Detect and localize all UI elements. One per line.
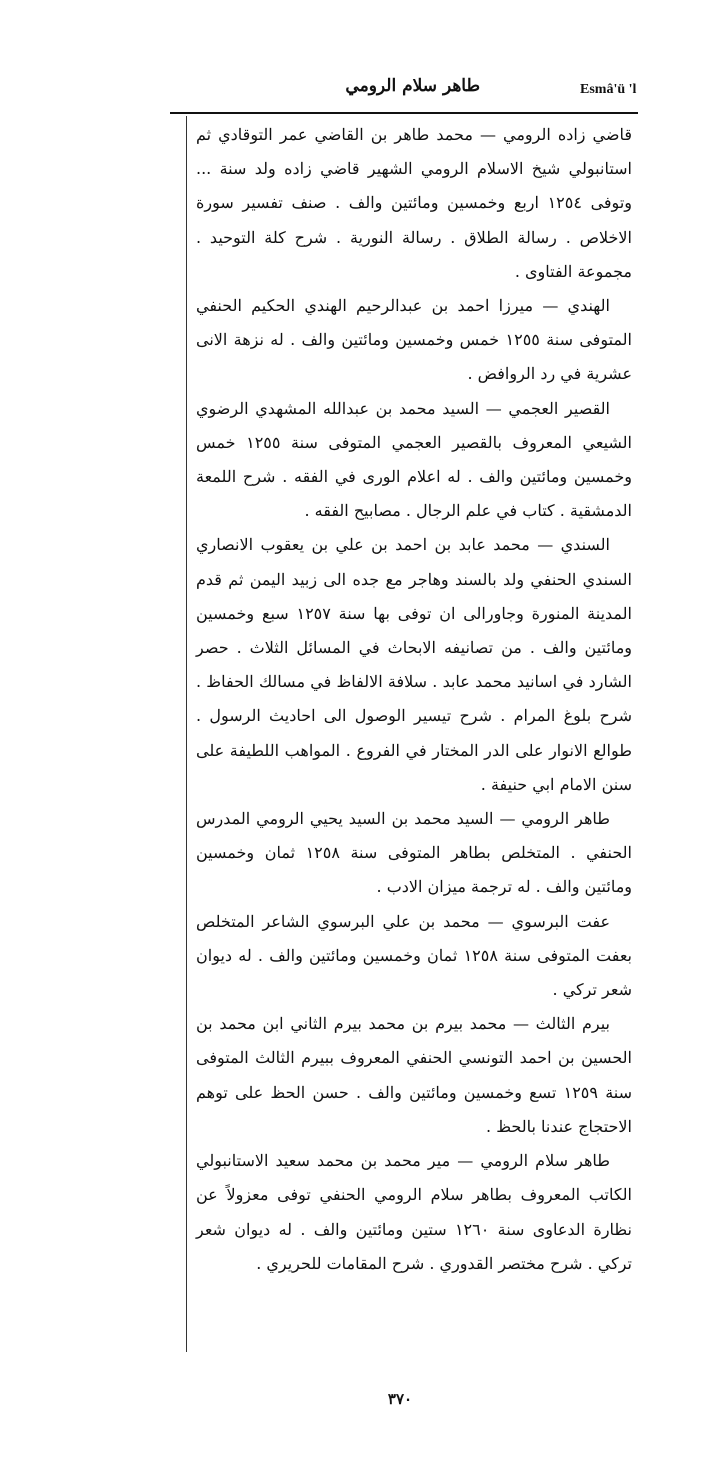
entry-bayram-al-thalith: بيرم الثالث — محمد بيرم بن محمد بيرم الثاني ابن محمد بن الحسين بن احمد التونسي الحنفي المعروف ببيرم الثالث المتوفى سنة ١٢٥٩ تسع وخمسين ومائتين والف . حسن الحظ على توهم الاحتجاج عندنا بالحظ . — [196, 1014, 633, 1136]
entry-al-qasir-al-ajami: القصير العجمي — السيد محمد بن عبدالله المشهدي الرضوي الشيعي المعروف بالقصير العجمي المتوفى سنة ١٢٥٥ خمس وخمسين ومائتين والف . له اعلام الورى في الفقه . شرح اللمعة الدمشقية . كتاب في علم الرجال . مصابيح الفقه . — [196, 398, 633, 521]
header-rule — [170, 112, 638, 114]
text-column — [196, 118, 632, 1281]
entry-tahir-al-rumi: طاهر الرومي — السيد محمد بن السيد يحيي الرومي المدرس الحنفي . المتخلص بطاهر المتوفى سنة ١٢٥٨ ثمان وخمسين ومائتين والف . له ترجمة ميزان الادب . — [196, 809, 632, 897]
running-title: طاهر سلام الرومي — [345, 76, 480, 96]
entry-al-hindi: الهندي — ميرزا احمد بن عبدالرحيم الهندي الحكيم الحنفي المتوفى سنة ١٢٥٥ خمس وخمسين ومائتين والف . له نزهة الانى عشرية في رد الروافض . — [196, 296, 632, 384]
entry-tahir-salam-al-rumi: طاهر سلام الرومي — مير محمد بن محمد سعيد الاستانبولي الكاتب المعروف بطاهر سلام الرومي الحنفي توفى معزولاً عن نظارة الدعاوى سنة ١٢٦٠ ستين ومائتين والف . له ديوان شعر تركي . شرح مختصر القدوري . شرح المقامات للحريري . — [196, 1151, 632, 1273]
entry-iffet-al-bursawi: عفت البرسوي — محمد بن علي البرسوي الشاعر المتخلص بعفت المتوفى سنة ١٢٥٨ ثمان وخمسين ومائتين والف . له ديوان شعر تركي . — [196, 911, 632, 1000]
entry-al-sindi: السندي — محمد عابد بن احمد بن علي بن يعقوب الانصاري السندي الحنفي ولد بالسند وهاجر مع جده الى زبيد اليمن ثم قدم المدينة المنورة وجاورالى ان توفى بها سنة ١٢٥٧ سبع وخمسين ومائتين والف . من تصانيفه الابحاث في المسائل الثلاث . حصر الشارد في اسانيد محمد عابد . سلافة الالفاظ في مسالك الحفاظ . شرح بلوغ المرام . شرح تيسير الوصول الى احاديث الرسول . طوالع الانوار على الدر المختار في الفروع . المواهب اللطيفة على سنن الامام ابي حنيفة . — [196, 535, 633, 794]
running-header — [160, 72, 637, 104]
page-number: ٣٧٠ — [387, 1390, 413, 1408]
margin-line — [186, 116, 187, 1352]
section-label: Esmâ'ü 'l — [580, 82, 637, 97]
entry-qadi-zade: قاضي زاده الرومي — محمد طاهر بن القاضي عمر التوقادي ثم استانبولي شيخ الاسلام الرومي الشهير قاضي زاده ولد سنة ... وتوفى ١٢٥٤ اربع وخمسين ومائتين والف . صنف تفسير سورة الاخلاص . رسالة الطلاق . رسالة النورية . شرح كلة التوحيد . مجموعة الفتاوى . — [196, 125, 632, 281]
